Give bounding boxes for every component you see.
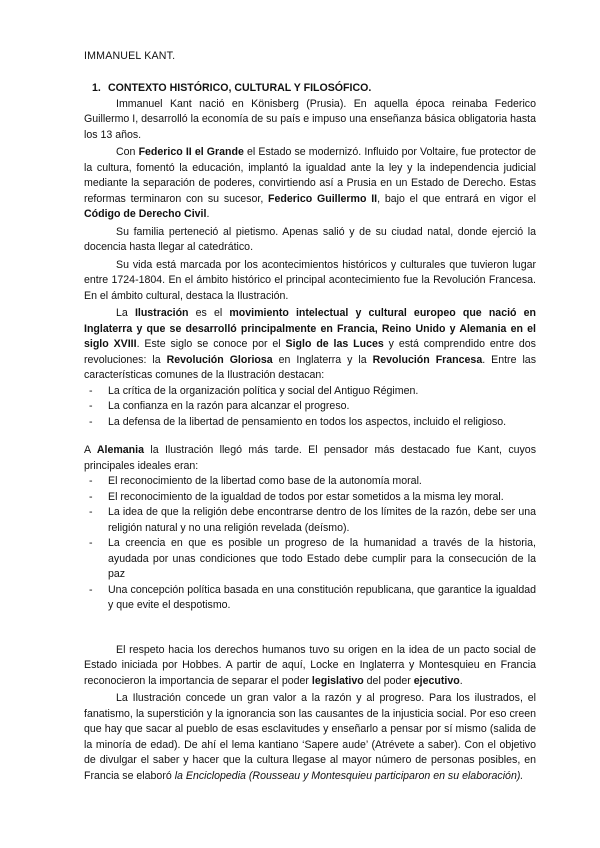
federico-ii-bold: Federico II el Grande [138,146,244,158]
revolucion-gloriosa-bold: Revolución Gloriosa [166,353,273,366]
codigo-derecho-civil-bold: Código de Derecho Civil [84,208,207,220]
alemania-bold: Alemania [96,444,144,456]
list-item: - Una concepción política basada en una constitución republicana, que garantice la igualdad y que evite el despotismo. [84,583,536,614]
list-item: - La idea de que la religión debe encontrarse dentro de los límites de la razón, debe ser una religión natural y no una religión revelada (deísmo). [84,505,536,536]
revolucion-francesa-bold: Revolución Francesa [372,353,483,366]
document-body [84,81,536,784]
list-item: - La confianza en la razón para alcanzar el progreso. [84,399,536,415]
paragraph-family: Su familia perteneció al pietismo. Apenas salió y de su ciudad natal, donde ejerció la docencia hasta llegar al catedrático. [84,225,536,253]
federico-guillermo-ii-bold: Federico Guillermo II [268,192,378,205]
section-heading [92,81,536,97]
paragraph-derechos: El respeto hacia los derechos humanos tuvo su origen en la idea de un pacto social de Estado iniciada por Hobbes. A partir de aquí, Locke en Inglaterra y Montesquieu en Francia reconocieron la importancia de separar el poder legislativo del poder ejecutivo. [84,643,536,687]
section-title: CONTEXTO HISTÓRICO, CULTURAL Y FILOSÓFICO. [108,82,372,94]
enciclopedia-italic: la Enciclopedia (Rousseau y Montesquieu participaron en su elaboración) [174,769,521,782]
movimiento-bold: movimiento intelectual y cultural europeo que nació en Inglaterra y que se desarrolló principalmente en Francia, Reino Unido y Alemania en el siglo XVIII [84,307,537,350]
list-item: - La crítica de la organización política y social del Antiguo Régimen. [84,384,536,400]
list-item: - El reconocimiento de la igualdad de todos por estar sometidos a la misma ley moral. [84,490,536,506]
list-item: - La creencia en que es posible un progreso de la humanidad a través de la historia, ayudada por unas condiciones que todo Estado debe cumplir para la consecución de la paz [84,536,536,583]
paragraph-federico: Con Federico II el Grande el Estado se modernizó. Influido por Voltaire, fue protector de la cultura, fomentó la educación, implantó la igualdad ante la ley y la independencia judicial mediante la separación de poderes, convirtiendo así a Prusia en un Estado de Derecho. Estas reformas terminaron con su sucesor, Federico Guillermo II, bajo el que entrará en vigor el Código de Derecho Civil. [84,146,536,220]
list-item: - El reconocimiento de la libertad como base de la autonomía moral. [84,474,536,490]
paragraph-alemania: A Alemania la Ilustración llegó más tarde. El pensador más destacado fue Kant, cuyos principales ideales eran: [84,444,536,472]
kant-ideals-list [84,474,536,614]
siglo-luces-bold: Siglo de las Luces [285,338,384,350]
list-item: - La defensa de la libertad de pensamiento en todos los aspectos, incluido el religioso. [84,415,536,431]
paragraph-life: Su vida está marcada por los acontecimientos históricos y culturales que tuvieron lugar entre 1724-1804. En el ámbito histórico el principal acontecimiento fue la Revolución Francesa. En el ámbito cultural, destaca la Ilustración. [84,258,536,302]
characteristics-list [84,384,536,431]
legislativo-bold: legislativo [311,674,364,687]
ilustracion-bold: Ilustración [134,307,189,319]
paragraph-ilustracion: La Ilustración es el movimiento intelectual y cultural europeo que nació en Inglaterra y que se desarrolló principalmente en Francia, Reino Unido y Alemania en el siglo XVIII. Este siglo se conoce por el Siglo de las Luces y está comprendido entre dos revoluciones: la Revolución Gloriosa en Inglaterra y la Revolución Francesa. Entre las características comunes de la Ilustración destacan: [84,307,537,381]
paragraph-razon: La Ilustración concede un gran valor a la razón y al progreso. Para los ilustrados, el fanatismo, la superstición y la ignorancia son las causantes de la injusticia social. Por eso creen que hay que sacar al pueblo de esas esclavitudes y enseñarlo a pensar por sí mismo (salida de la minoría de edad). De ahí el lema kantiano ‘Sapere aude’ (Atrévete a saber). Con el objetivo de divulgar el saber y hacer que la cultura llegase al mayor número de personas posibles, en Francia se elaboró la Enciclopedia (Rousseau y Montesquieu participaron en su elaboración). [84,692,536,782]
section-number: 1. [92,82,101,94]
paragraph-birth: Immanuel Kant nació en Könisberg (Prusia). En aquella época reinaba Federico Guillermo I, desarrolló la economía de su país e impuso una enseñanza básica obligatoria hasta los 13 años. [84,97,536,141]
document-title: IMMANUEL KANT. [84,50,176,62]
ejecutivo-bold: ejecutivo [413,674,460,687]
